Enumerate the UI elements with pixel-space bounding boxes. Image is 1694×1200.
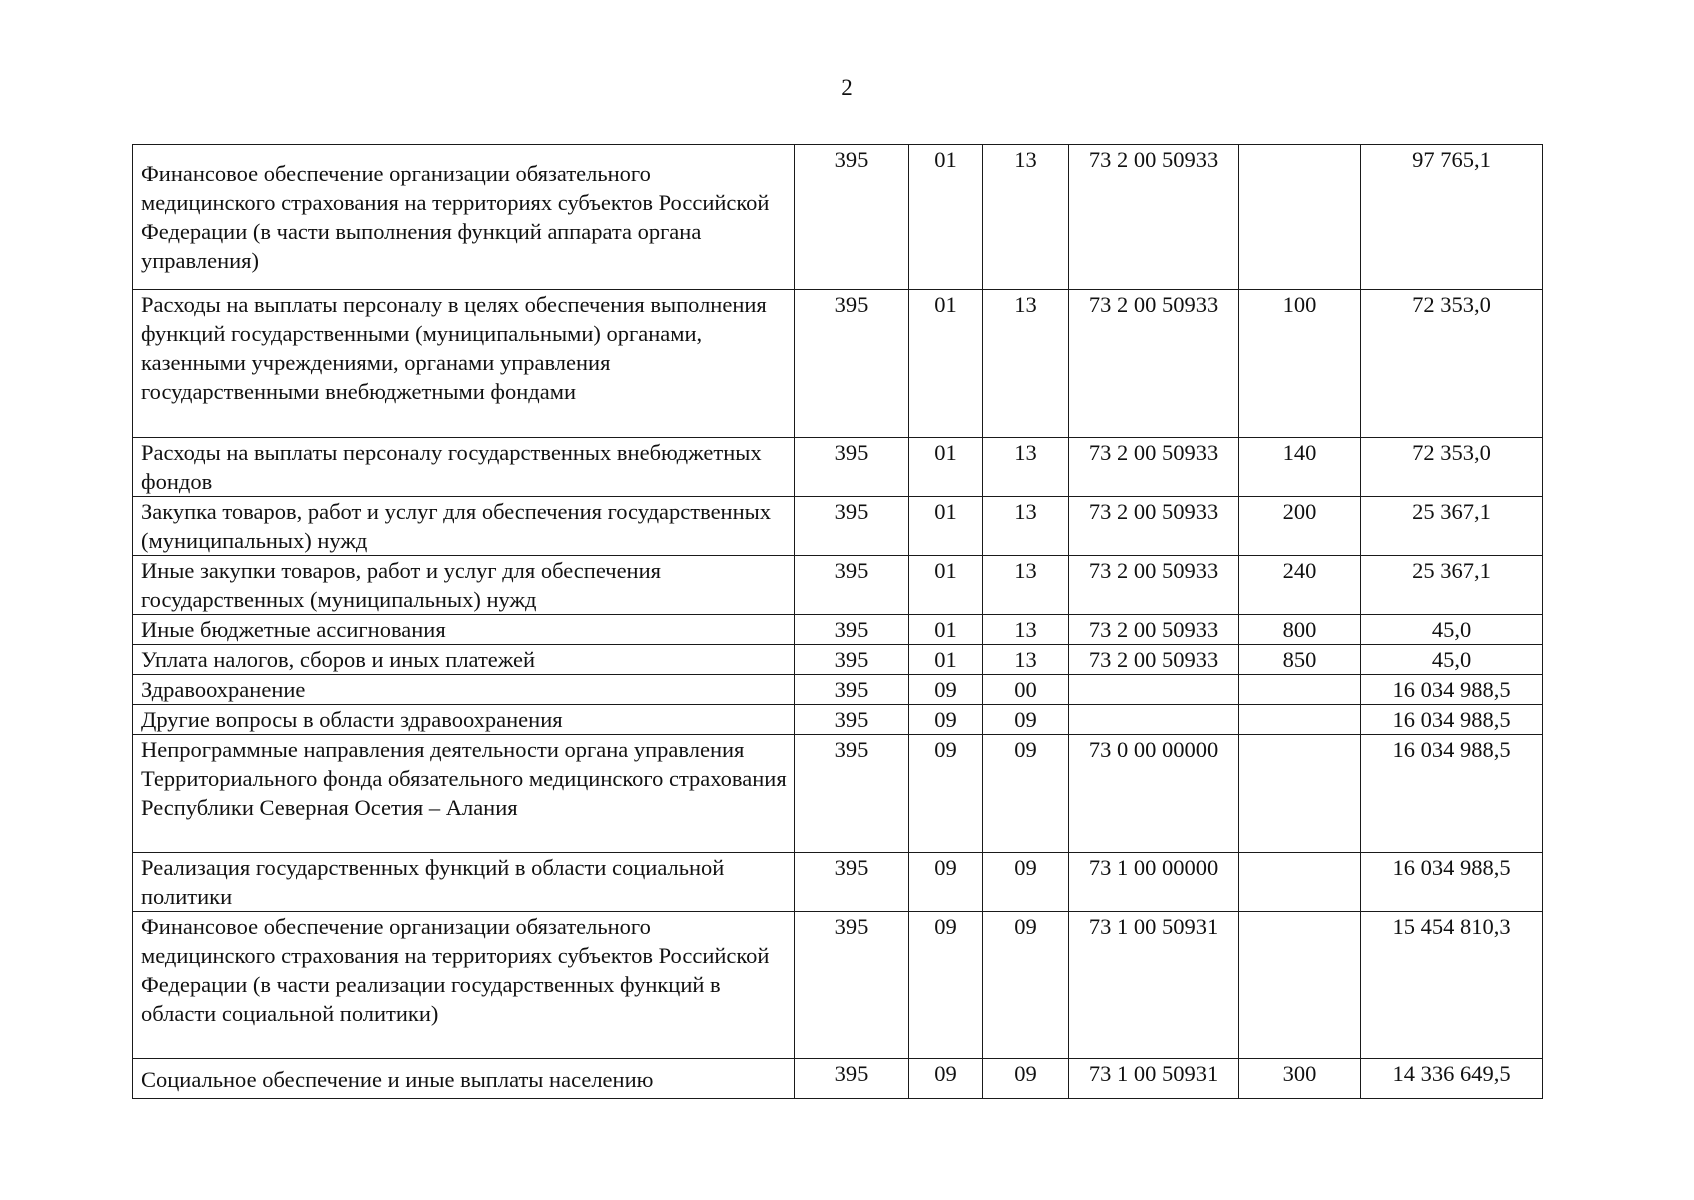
table-row	[133, 145, 1543, 290]
row-rz: 01	[909, 438, 983, 497]
row-rz: 01	[909, 497, 983, 556]
row-name: Реализация государственных функций в области социальной политики	[133, 853, 795, 912]
row-rz: 09	[909, 853, 983, 912]
row-gr: 395	[795, 497, 909, 556]
row-vr: 200	[1239, 497, 1361, 556]
row-csr: 73 2 00 50933	[1069, 615, 1239, 645]
row-csr: 73 2 00 50933	[1069, 290, 1239, 438]
row-amount: 25 367,1	[1361, 497, 1543, 556]
row-amount: 72 353,0	[1361, 438, 1543, 497]
row-csr: 73 2 00 50933	[1069, 556, 1239, 615]
row-csr: 73 2 00 50933	[1069, 497, 1239, 556]
row-pr: 13	[983, 497, 1069, 556]
table-row	[133, 912, 1543, 1059]
row-gr: 395	[795, 438, 909, 497]
row-csr: 73 1 00 50931	[1069, 912, 1239, 1059]
row-name: Здравоохранение	[133, 675, 795, 705]
row-amount: 16 034 988,5	[1361, 853, 1543, 912]
row-vr	[1239, 912, 1361, 1059]
row-rz: 09	[909, 912, 983, 1059]
row-gr: 395	[795, 290, 909, 438]
table-row	[133, 497, 1543, 556]
row-vr	[1239, 675, 1361, 705]
row-rz: 09	[909, 1059, 983, 1099]
row-rz: 09	[909, 675, 983, 705]
row-csr: 73 1 00 50931	[1069, 1059, 1239, 1099]
row-pr: 13	[983, 145, 1069, 290]
row-name: Другие вопросы в области здравоохранения	[133, 705, 795, 735]
row-amount: 45,0	[1361, 645, 1543, 675]
row-name: Финансовое обеспечение организации обязательного медицинского страхования на территориях субъектов Российской Федерации (в части выполнения функций аппарата органа управления)	[133, 145, 795, 290]
row-name: Иные закупки товаров, работ и услуг для обеспечения государственных (муниципальных) нужд	[133, 556, 795, 615]
row-vr: 850	[1239, 645, 1361, 675]
row-vr: 800	[1239, 615, 1361, 645]
table-row	[133, 438, 1543, 497]
row-name: Непрограммные направления деятельности органа управления Территориального фонда обязательного медицинского страхования Республики Северная Осетия – Алания	[133, 735, 795, 853]
row-vr	[1239, 145, 1361, 290]
row-amount: 25 367,1	[1361, 556, 1543, 615]
row-name: Закупка товаров, работ и услуг для обеспечения государственных (муниципальных) нужд	[133, 497, 795, 556]
table-row	[133, 615, 1543, 645]
row-name: Социальное обеспечение и иные выплаты населению	[133, 1059, 795, 1099]
row-amount: 45,0	[1361, 615, 1543, 645]
row-rz: 01	[909, 145, 983, 290]
row-amount: 16 034 988,5	[1361, 705, 1543, 735]
row-rz: 01	[909, 645, 983, 675]
row-gr: 395	[795, 615, 909, 645]
row-csr: 73 0 00 00000	[1069, 735, 1239, 853]
table-row	[133, 556, 1543, 615]
table-row	[133, 705, 1543, 735]
row-pr: 09	[983, 1059, 1069, 1099]
row-vr: 140	[1239, 438, 1361, 497]
row-amount: 15 454 810,3	[1361, 912, 1543, 1059]
row-pr: 09	[983, 853, 1069, 912]
row-amount: 14 336 649,5	[1361, 1059, 1543, 1099]
row-name: Расходы на выплаты персоналу в целях обеспечения выполнения функций государственными (муниципальными) органами, казенными учреждениями, органами управления государственными внебюджетными фондами	[133, 290, 795, 438]
row-vr: 240	[1239, 556, 1361, 615]
row-rz: 01	[909, 290, 983, 438]
row-gr: 395	[795, 645, 909, 675]
row-pr: 09	[983, 705, 1069, 735]
table-row	[133, 645, 1543, 675]
row-gr: 395	[795, 1059, 909, 1099]
row-pr: 09	[983, 912, 1069, 1059]
row-csr: 73 1 00 00000	[1069, 853, 1239, 912]
row-pr: 13	[983, 645, 1069, 675]
row-vr: 300	[1239, 1059, 1361, 1099]
page-number: 2	[841, 75, 853, 100]
row-csr: 73 2 00 50933	[1069, 645, 1239, 675]
table-row	[133, 1059, 1543, 1099]
row-gr: 395	[795, 853, 909, 912]
row-csr: 73 2 00 50933	[1069, 438, 1239, 497]
row-gr: 395	[795, 675, 909, 705]
row-gr: 395	[795, 145, 909, 290]
table-row	[133, 675, 1543, 705]
row-pr: 13	[983, 290, 1069, 438]
row-rz: 01	[909, 615, 983, 645]
row-gr: 395	[795, 912, 909, 1059]
row-pr: 09	[983, 735, 1069, 853]
row-vr: 100	[1239, 290, 1361, 438]
row-csr: 73 2 00 50933	[1069, 145, 1239, 290]
row-gr: 395	[795, 735, 909, 853]
row-amount: 16 034 988,5	[1361, 735, 1543, 853]
row-rz: 01	[909, 556, 983, 615]
table-row	[133, 853, 1543, 912]
row-vr	[1239, 705, 1361, 735]
row-amount: 72 353,0	[1361, 290, 1543, 438]
row-name: Расходы на выплаты персоналу государственных внебюджетных фондов	[133, 438, 795, 497]
row-pr: 13	[983, 556, 1069, 615]
row-gr: 395	[795, 705, 909, 735]
row-gr: 395	[795, 556, 909, 615]
row-vr	[1239, 735, 1361, 853]
row-vr	[1239, 853, 1361, 912]
row-amount: 16 034 988,5	[1361, 675, 1543, 705]
table-row	[133, 290, 1543, 438]
row-pr: 00	[983, 675, 1069, 705]
row-rz: 09	[909, 735, 983, 853]
row-name: Уплата налогов, сборов и иных платежей	[133, 645, 795, 675]
row-pr: 13	[983, 615, 1069, 645]
row-name: Иные бюджетные ассигнования	[133, 615, 795, 645]
row-rz: 09	[909, 705, 983, 735]
row-name: Финансовое обеспечение организации обязательного медицинского страхования на территориях субъектов Российской Федерации (в части реализации государственных функций в области социальной политики)	[133, 912, 795, 1059]
table-row	[133, 735, 1543, 853]
row-csr	[1069, 675, 1239, 705]
row-amount: 97 765,1	[1361, 145, 1543, 290]
row-pr: 13	[983, 438, 1069, 497]
budget-table	[132, 144, 1543, 1099]
row-csr	[1069, 705, 1239, 735]
